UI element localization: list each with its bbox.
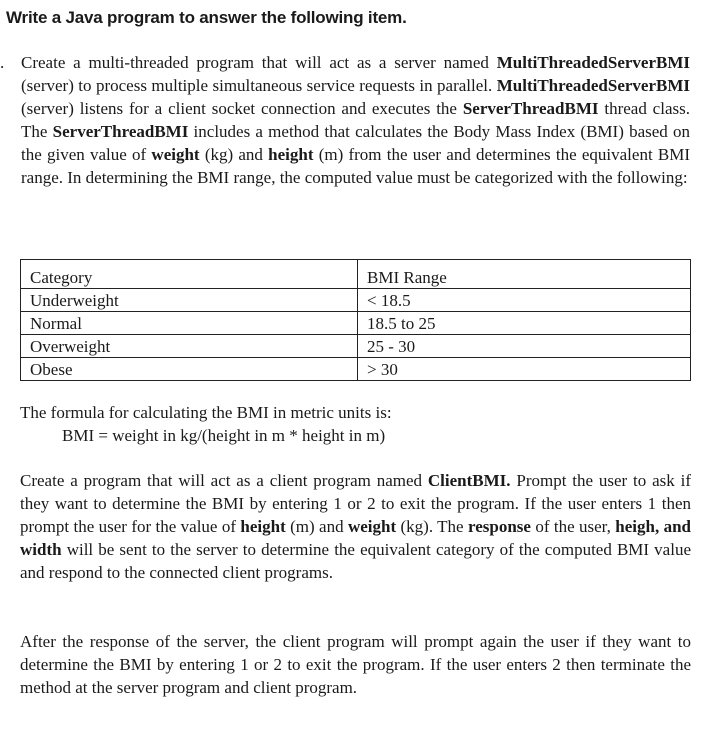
table-row	[21, 312, 691, 335]
server-description-paragraph	[21, 51, 690, 189]
p2-bold-heigh-width: heigh, and width	[20, 517, 691, 559]
p2-text-5: of the user,	[530, 517, 616, 536]
range-cell: < 18.5	[358, 289, 691, 312]
p2-text-6: will be sent to the server to determine the equivalent category of the computed BMI value and respond to the connected client programs.	[20, 540, 691, 582]
p2-text-3: (m) and	[285, 517, 348, 536]
client-description-paragraph	[20, 469, 691, 584]
p2-bold-client-name: ClientBMI.	[427, 471, 511, 490]
table-row	[21, 335, 691, 358]
header-bmi-range: BMI Range	[358, 260, 691, 289]
range-cell: > 30	[358, 358, 691, 381]
p1-text-1: Create a multi-threaded program that will act as a server named	[21, 53, 497, 72]
p1-text-3: (server) listens for a client socket connection and executes the	[21, 99, 463, 118]
range-cell: 25 - 30	[358, 335, 691, 358]
table-header-row	[21, 260, 691, 289]
p1-text-2: (server) to process multiple simultaneous service requests in parallel.	[21, 76, 497, 95]
bmi-category-table	[20, 259, 691, 381]
header-category: Category	[21, 260, 358, 289]
p1-bold-weight: weight	[151, 145, 200, 164]
p1-bold-server-name-2: MultiThreadedServerBMI	[496, 76, 690, 95]
item-marker: .	[0, 53, 5, 72]
table-row	[21, 358, 691, 381]
category-cell: Overweight	[21, 335, 358, 358]
loop-description-paragraph: After the response of the server, the client program will prompt again the user if they want to determine the BMI by entering 1 or 2 to exit the program. If the user enters 2 then terminate the method at the server program and client program.	[20, 632, 691, 697]
p1-text-4: thread class. The	[21, 99, 690, 141]
p1-text-5: includes a method that calculates the Body Mass Index (BMI) based on the given value of	[21, 122, 690, 164]
p2-text-2: Prompt the user to ask if they want to determine the BMI by entering 1 or 2 to exit the program. If the user enters 1 then prompt the user for the value of	[20, 471, 692, 536]
p2-bold-response: response	[467, 517, 531, 536]
formula-intro: The formula for calculating the BMI in metric units is:	[20, 403, 392, 422]
category-cell: Obese	[21, 358, 358, 381]
p1-bold-height: height	[268, 145, 314, 164]
bmi-formula: BMI = weight in kg/(height in m * height in m)	[62, 426, 386, 445]
p2-bold-height: height	[240, 517, 286, 536]
category-cell: Normal	[21, 312, 358, 335]
p2-bold-weight: weight	[347, 517, 397, 536]
range-cell: 18.5 to 25	[358, 312, 691, 335]
table-row	[21, 289, 691, 312]
p1-bold-thread-class-2: ServerThreadBMI	[52, 122, 189, 141]
p2-text-1: Create a program that will act as a client program named	[20, 471, 428, 490]
p1-text-7: (m) from the user and determines the equivalent BMI range. In determining the BMI range, the computed value must be categorized with the following:	[21, 145, 691, 187]
category-cell: Underweight	[21, 289, 358, 312]
p1-bold-server-name: MultiThreadedServerBMI	[496, 53, 690, 72]
p1-text-6: (kg) and	[199, 145, 269, 164]
p2-text-4: (kg). The	[396, 517, 468, 536]
p1-bold-thread-class: ServerThreadBMI	[462, 99, 599, 118]
document-title: Write a Java program to answer the following item.	[6, 8, 407, 27]
